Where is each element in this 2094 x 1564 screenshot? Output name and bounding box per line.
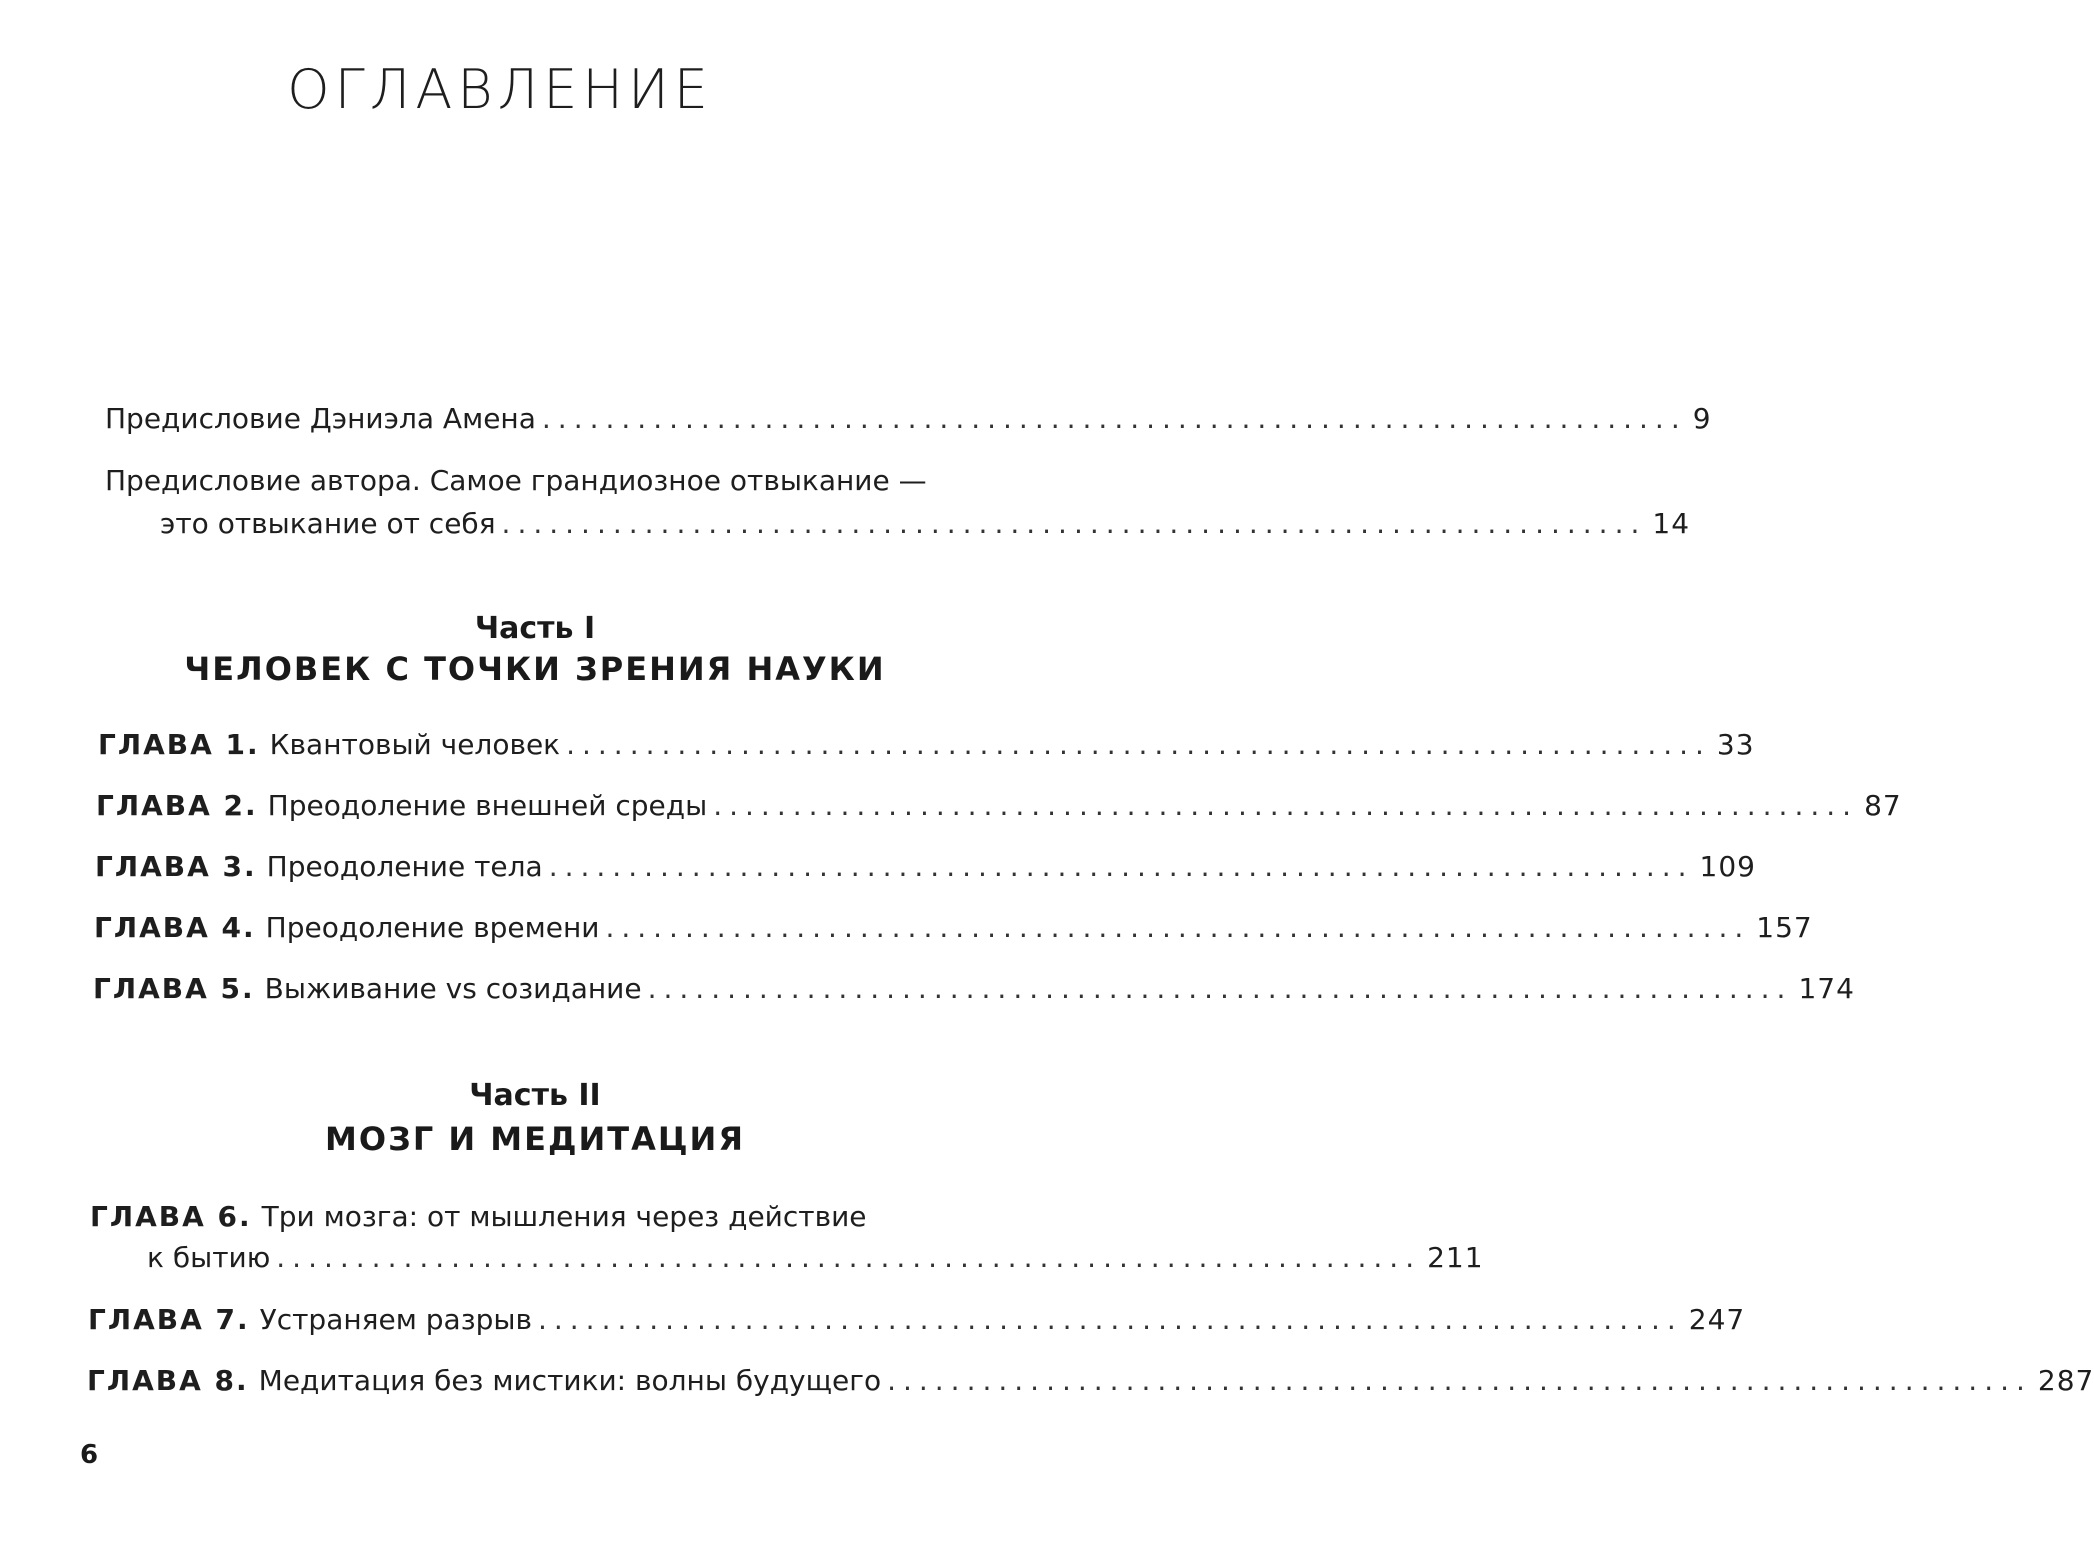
entry-title: Квантовый человек xyxy=(269,728,561,761)
page-number: 109 xyxy=(1699,850,1756,883)
page-number: 14 xyxy=(1652,507,1691,540)
leader-dots: ........................................................................ xyxy=(548,850,1694,883)
entry-title: Преодоление внешней среды xyxy=(267,789,708,822)
toc-entry-chapter-6 xyxy=(147,1241,1484,1274)
entry-title-line2: это отвыкание от себя xyxy=(160,507,496,540)
chapter-number: ГЛАВА 4. xyxy=(94,911,256,944)
leader-dots: ........................................................................ xyxy=(647,972,1793,1005)
entry-title: Устраняем разрыв xyxy=(259,1303,532,1336)
toc-entry-chapter-6-line1 xyxy=(90,1200,867,1233)
toc-entry-chapter-3 xyxy=(95,850,1756,883)
toc-entry-chapter-2 xyxy=(96,789,1902,822)
entry-title-line2: к бытию xyxy=(147,1241,271,1274)
entry-title: Предисловие Дэниэла Амена xyxy=(105,402,536,435)
toc-entry-preface-author xyxy=(160,507,1691,540)
toc-entry-chapter-8 xyxy=(87,1364,2094,1397)
leader-dots: ........................................................................ xyxy=(537,1303,1683,1336)
part-label: Часть I xyxy=(474,611,596,646)
leader-dots: ........................................................................ xyxy=(605,911,1751,944)
leader-dots: ........................................................................ xyxy=(713,789,1859,822)
toc-entry-chapter-7 xyxy=(88,1303,1746,1336)
leader-dots: ........................................................................ xyxy=(566,728,1711,761)
leader-dots: ........................................................................ xyxy=(501,507,1647,540)
leader-dots: ........................................................................ xyxy=(887,1364,2032,1397)
page-number: 247 xyxy=(1688,1303,1746,1336)
page-number: 174 xyxy=(1798,972,1855,1005)
chapter-number: ГЛАВА 5. xyxy=(93,972,255,1005)
page-number: 9 xyxy=(1692,402,1712,435)
leader-dots: ........................................................................ xyxy=(276,1241,1422,1274)
page-number: 287 xyxy=(2037,1364,2094,1397)
entry-title-line1: Три мозга: от мышления через действие xyxy=(261,1200,867,1233)
chapter-number: ГЛАВА 1. xyxy=(98,728,260,761)
page-number: 33 xyxy=(1716,728,1755,761)
toc-entry-chapter-5 xyxy=(93,972,1855,1005)
toc-entry-chapter-4 xyxy=(94,911,1813,944)
toc-entry-chapter-1 xyxy=(98,728,1755,761)
chapter-number: ГЛАВА 8. xyxy=(87,1364,249,1397)
chapter-number: ГЛАВА 2. xyxy=(96,789,258,822)
part-title: ЧЕЛОВЕК С ТОЧКИ ЗРЕНИЯ НАУКИ xyxy=(184,650,886,688)
page-number: 87 xyxy=(1864,789,1902,822)
page-number: 211 xyxy=(1427,1241,1484,1274)
entry-title-line1: Предисловие автора. Самое грандиозное отвыкание — xyxy=(105,464,927,497)
chapter-number: ГЛАВА 3. xyxy=(95,850,257,883)
chapter-number: ГЛАВА 7. xyxy=(88,1303,250,1336)
part-title: МОЗГ И МЕДИТАЦИЯ xyxy=(325,1120,745,1158)
page-number: 157 xyxy=(1756,911,1813,944)
folio-page-number: 6 xyxy=(80,1440,99,1470)
chapter-number: ГЛАВА 6. xyxy=(90,1200,252,1233)
entry-title: Медитация без мистики: волны будущего xyxy=(258,1364,882,1397)
entry-title: Выживание vs созидание xyxy=(264,972,642,1005)
entry-title: Преодоление времени xyxy=(265,911,600,944)
entry-title: Преодоление тела xyxy=(266,850,543,883)
toc-entry-preface-amen xyxy=(105,402,1712,435)
page-title: ОГЛАВЛЕНИЕ xyxy=(287,58,713,121)
leader-dots: ........................................................................ xyxy=(541,402,1687,435)
part-label: Часть II xyxy=(469,1078,601,1113)
